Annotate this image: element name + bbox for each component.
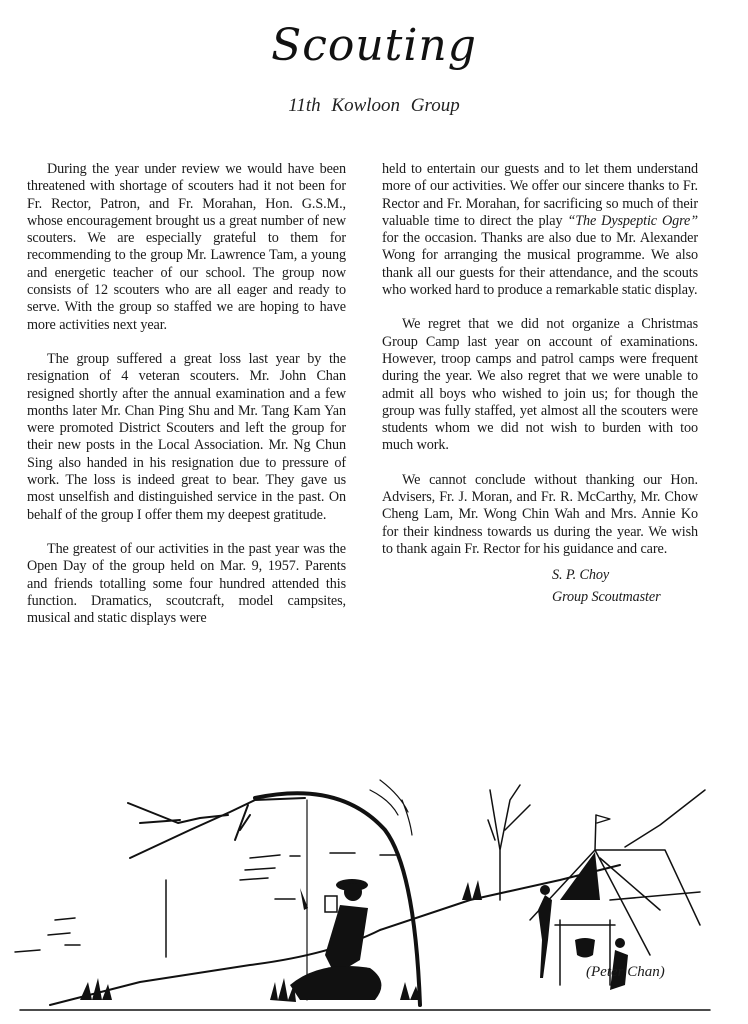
tent-shade: [560, 852, 600, 900]
illustration-credit: (Peter Chan): [586, 964, 665, 980]
play-title: “The Dyspeptic Ogre”: [567, 212, 698, 229]
paragraph: During the year under review we would have been threatened with shortage of scouters had it not been for Fr. Rector, Patron, and Fr. Morahan, Hon. G.S.M., whose encouragement brought us a great number of new scouters. We are especially grateful to them for recommending to the group Mr. Lawrence Tam, a young and energetic teacher of our school. The group now consists of 12 scouters who are all eager and ready to serve. With the group so staffed we are hoping to have more activities next year.: [27, 161, 346, 333]
left-column: [27, 161, 346, 633]
paragraph: We cannot conclude without thanking our Hon. Advisers, Fr. J. Moran, and Fr. R. McCarthy, Mr. Chow Cheng Lam, Mr. Wong Chin Wah and Mrs. Annie Ko for their kindness towards us during the year. We wish to thank again Fr. Rector for his guidance and care.: [382, 471, 698, 557]
camper-standing: [538, 895, 552, 978]
grass-tuft: [400, 982, 420, 1000]
paragraph-continuation: [382, 161, 698, 299]
background-mountain: [625, 790, 705, 847]
scouting-illustration: [0, 760, 748, 1024]
scout-rock: [290, 966, 381, 1000]
page-title: Scouting: [271, 20, 477, 71]
scout-head: [344, 883, 362, 901]
background-branch: [235, 805, 250, 840]
tent-flagpole: [595, 815, 596, 850]
paragraph: The group suffered a great loss last year by the resignation of 4 veteran scouters. Mr. John Chan resigned shortly after the annual examination and a few months later Mr. Chan Ping Shu and Mr. Tang Kam Yan were promoted District Scouters and left the group for their new posts in the Local Association. Mr. Ng Chun Sing also handed in his resignation due to pressure of work. The loss is indeed great to bear. They gave us most unselfish and distinguished service in the past. On behalf of the group I offer them my deepest gratitude.: [27, 350, 346, 523]
grass-tuft: [80, 978, 112, 1000]
cooking-pot: [575, 938, 595, 958]
page-subtitle: 11th Kowloon Group: [288, 95, 460, 116]
paragraph: We regret that we did not organize a Christmas Group Camp last year on account of examinations. However, troop camps and patrol camps were frequent during the year. We also regret that we were unable to admit all boys who wished to join us; for though the group was fully staffed, yet almost all the scouters were students whom we did not wish to burden with too much work.: [382, 316, 698, 454]
paragraph: The greatest of our activities in the past year was the Open Day of the group held on Mar. 9, 1957. Parents and friends totalling some four hundred attended this function. Dramatics, scoutcraft, model campsites, musical and static displays were: [27, 540, 346, 627]
bare-tree: [488, 785, 530, 900]
camper-head: [615, 938, 625, 948]
scout-book: [325, 896, 337, 912]
paragraph-text: for the occasion. Thanks are also due to Mr. Alexander Wong for arranging the musical programme. We also thank all our guests for their attendance, and the scouts who worked hard to produce a remarkable static display.: [382, 230, 698, 299]
signature-name: S. P. Choy: [552, 567, 610, 584]
grass-tuft: [462, 880, 482, 900]
right-column: [382, 161, 698, 608]
grass-tuft: [270, 978, 296, 1002]
motion-lines: [370, 780, 412, 835]
background-hill-line: [130, 798, 305, 858]
tent-flag: [596, 815, 610, 823]
signature: [552, 564, 698, 608]
camper-head: [540, 885, 550, 895]
scout-body: [325, 905, 368, 975]
paragraph-text: held to entertain our guests and to let them understand more of our activities. We offer our sincere thanks to Fr. Rector and Fr. Morahan, for sacrificing so much of their valuable time to direct the play: [382, 161, 698, 229]
signature-role: Group Scoutmaster: [552, 589, 661, 606]
